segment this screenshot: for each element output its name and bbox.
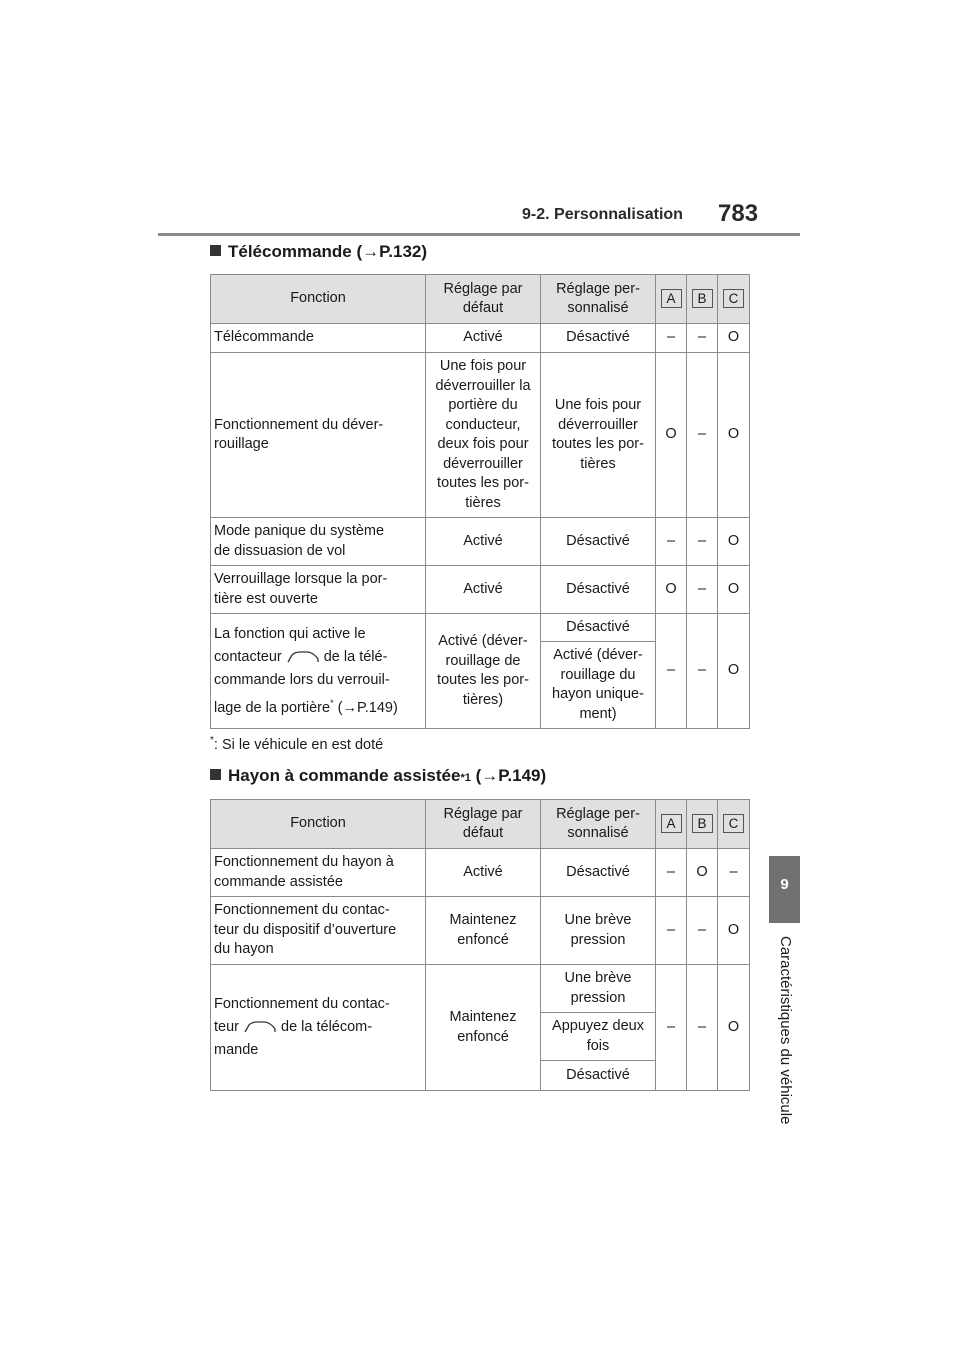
footnote-text: : Si le véhicule en est doté xyxy=(213,736,384,753)
cell-perso: Une fois pour déverrouiller toutes les por- tières xyxy=(541,353,656,518)
arrow-right-icon: → xyxy=(342,699,357,716)
cell-fonction: Fonctionnement du hayon à commande assistée xyxy=(211,849,426,897)
chapter-number: 9 xyxy=(780,876,789,893)
cell-b: – xyxy=(687,897,718,965)
col-a xyxy=(656,800,687,849)
section-ref: P.132) xyxy=(379,242,428,261)
cell-defaut: Activé xyxy=(426,849,541,897)
cell-perso: Désactivé xyxy=(541,518,656,566)
section-heading-hayon xyxy=(210,766,546,786)
fn-line2b: de la télécom- xyxy=(281,1019,373,1035)
col-defaut-line1: Réglage par xyxy=(443,280,523,297)
cell-perso: Désactivé xyxy=(541,324,656,353)
col-perso xyxy=(541,800,656,849)
col-b-label: B xyxy=(692,814,713,833)
col-fonction: Fonction xyxy=(211,275,426,324)
cell-defaut: Activé xyxy=(426,518,541,566)
col-c-label: C xyxy=(723,289,744,308)
cell-defaut: Activé xyxy=(426,566,541,614)
cell-perso: Une brève pression xyxy=(541,965,656,1013)
col-defaut-line2: défaut xyxy=(462,825,504,841)
cell-fonction: Fonctionnement du déver- rouillage xyxy=(211,353,426,518)
cell-c: O xyxy=(718,566,750,614)
col-c xyxy=(718,275,750,324)
page-number: 783 xyxy=(718,200,759,227)
col-defaut-line2: défaut xyxy=(462,300,504,316)
table-row xyxy=(211,897,750,965)
col-defaut xyxy=(426,275,541,324)
cell-b: – xyxy=(687,614,718,729)
cell-fonction: Télécommande xyxy=(211,324,426,353)
section-sup: *1 xyxy=(460,772,471,784)
col-fonction: Fonction xyxy=(211,800,426,849)
car-silhouette-icon xyxy=(243,1019,277,1035)
cell-a: – xyxy=(656,324,687,353)
cell-b: – xyxy=(687,518,718,566)
cell-defaut: Maintenez enfoncé xyxy=(426,897,541,965)
cell-a: O xyxy=(656,566,687,614)
fn-line4: lage de la portière xyxy=(214,699,331,716)
section-title: Hayon à commande assistée xyxy=(228,766,461,785)
col-c xyxy=(718,800,750,849)
cell-b: O xyxy=(687,849,718,897)
col-perso-line2: sonnalisé xyxy=(567,300,629,316)
header-row xyxy=(211,800,750,849)
section-ref: P.149) xyxy=(498,766,547,785)
cell-perso: Une brève pression xyxy=(541,897,656,965)
cell-a: – xyxy=(656,897,687,965)
col-a-label: A xyxy=(661,814,682,833)
section-heading-telecommande xyxy=(210,242,427,262)
cell-b: – xyxy=(687,965,718,1091)
cell-perso: Désactivé xyxy=(541,614,656,642)
cell-fonction: Verrouillage lorsque la por- tière est ouverte xyxy=(211,566,426,614)
cell-defaut: Activé xyxy=(426,324,541,353)
col-perso-line2: sonnalisé xyxy=(567,825,629,841)
footnote xyxy=(210,735,383,753)
col-perso xyxy=(541,275,656,324)
cell-perso: Appuyez deux fois xyxy=(541,1013,656,1061)
fn-ref: P.149) xyxy=(356,699,398,716)
cell-fonction xyxy=(211,614,426,729)
col-a xyxy=(656,275,687,324)
settings-table-hayon xyxy=(210,799,750,1091)
cell-c: – xyxy=(718,849,750,897)
settings-table-telecommande xyxy=(210,274,750,729)
cell-c: O xyxy=(718,614,750,729)
cell-fonction: Mode panique du système de dissuasion de vol xyxy=(211,518,426,566)
section-ref-open: ( xyxy=(470,766,482,785)
cell-perso: Désactivé xyxy=(541,849,656,897)
col-b xyxy=(687,800,718,849)
cell-defaut: Activé (déver- rouillage de toutes les por- tières) xyxy=(426,614,541,729)
square-bullet-icon xyxy=(210,769,221,780)
chapter-title: Caractéristiques du véhicule xyxy=(777,936,794,1125)
cell-b: – xyxy=(687,324,718,353)
header-rule xyxy=(158,233,800,236)
arrow-right-icon: → xyxy=(481,766,499,785)
fn-line3: commande lors du verrouil- xyxy=(214,671,390,688)
cell-c: O xyxy=(718,353,750,518)
table-row xyxy=(211,849,750,897)
col-defaut-line1: Réglage par xyxy=(443,805,523,822)
col-defaut xyxy=(426,800,541,849)
cell-perso: Désactivé xyxy=(541,566,656,614)
cell-b: – xyxy=(687,353,718,518)
table-row xyxy=(211,324,750,353)
col-perso-line1: Réglage per- xyxy=(556,805,640,822)
car-silhouette-icon xyxy=(286,649,320,665)
cell-defaut: Une fois pour déverrouiller la portière du conducteur, deux fois pour déverrouiller toutes les por- tières xyxy=(426,353,541,518)
fn-line1: La fonction qui active le xyxy=(214,625,366,642)
square-bullet-icon xyxy=(210,245,221,256)
col-b-label: B xyxy=(692,289,713,308)
table-row xyxy=(211,353,750,518)
table-row xyxy=(211,614,750,642)
fn-line1: Fonctionnement du contac- xyxy=(214,996,390,1012)
cell-fonction: Fonctionnement du contac- teur du dispositif d’ouverture du hayon xyxy=(211,897,426,965)
section-header: 9-2. Personnalisation xyxy=(522,206,683,223)
fn-line2b: de la télé- xyxy=(323,648,388,665)
fn-ref-open: ( xyxy=(333,699,343,716)
section-title: Télécommande ( xyxy=(228,242,363,261)
arrow-right-icon: → xyxy=(362,242,380,261)
header-row xyxy=(211,275,750,324)
cell-b: – xyxy=(687,566,718,614)
cell-c: O xyxy=(718,897,750,965)
footnote-mark: * xyxy=(330,697,334,708)
cell-c: O xyxy=(718,518,750,566)
table-row xyxy=(211,518,750,566)
col-perso-line1: Réglage per- xyxy=(556,280,640,297)
fn-line2a: teur xyxy=(214,1019,239,1035)
footnote-mark: * xyxy=(210,735,214,746)
cell-c: O xyxy=(718,965,750,1091)
cell-perso: Activé (déver- rouillage du hayon unique- ment) xyxy=(541,642,656,729)
cell-a: – xyxy=(656,965,687,1091)
table-row xyxy=(211,965,750,1013)
cell-fonction xyxy=(211,965,426,1091)
col-b xyxy=(687,275,718,324)
cell-a: – xyxy=(656,518,687,566)
cell-c: O xyxy=(718,324,750,353)
table-row xyxy=(211,566,750,614)
col-a-label: A xyxy=(661,289,682,308)
cell-a: – xyxy=(656,849,687,897)
cell-a: – xyxy=(656,614,687,729)
cell-a: O xyxy=(656,353,687,518)
col-c-label: C xyxy=(723,814,744,833)
cell-perso: Désactivé xyxy=(541,1061,656,1091)
fn-line2a: contacteur xyxy=(214,648,282,665)
cell-defaut: Maintenez enfoncé xyxy=(426,965,541,1091)
fn-line3: mande xyxy=(214,1042,259,1058)
